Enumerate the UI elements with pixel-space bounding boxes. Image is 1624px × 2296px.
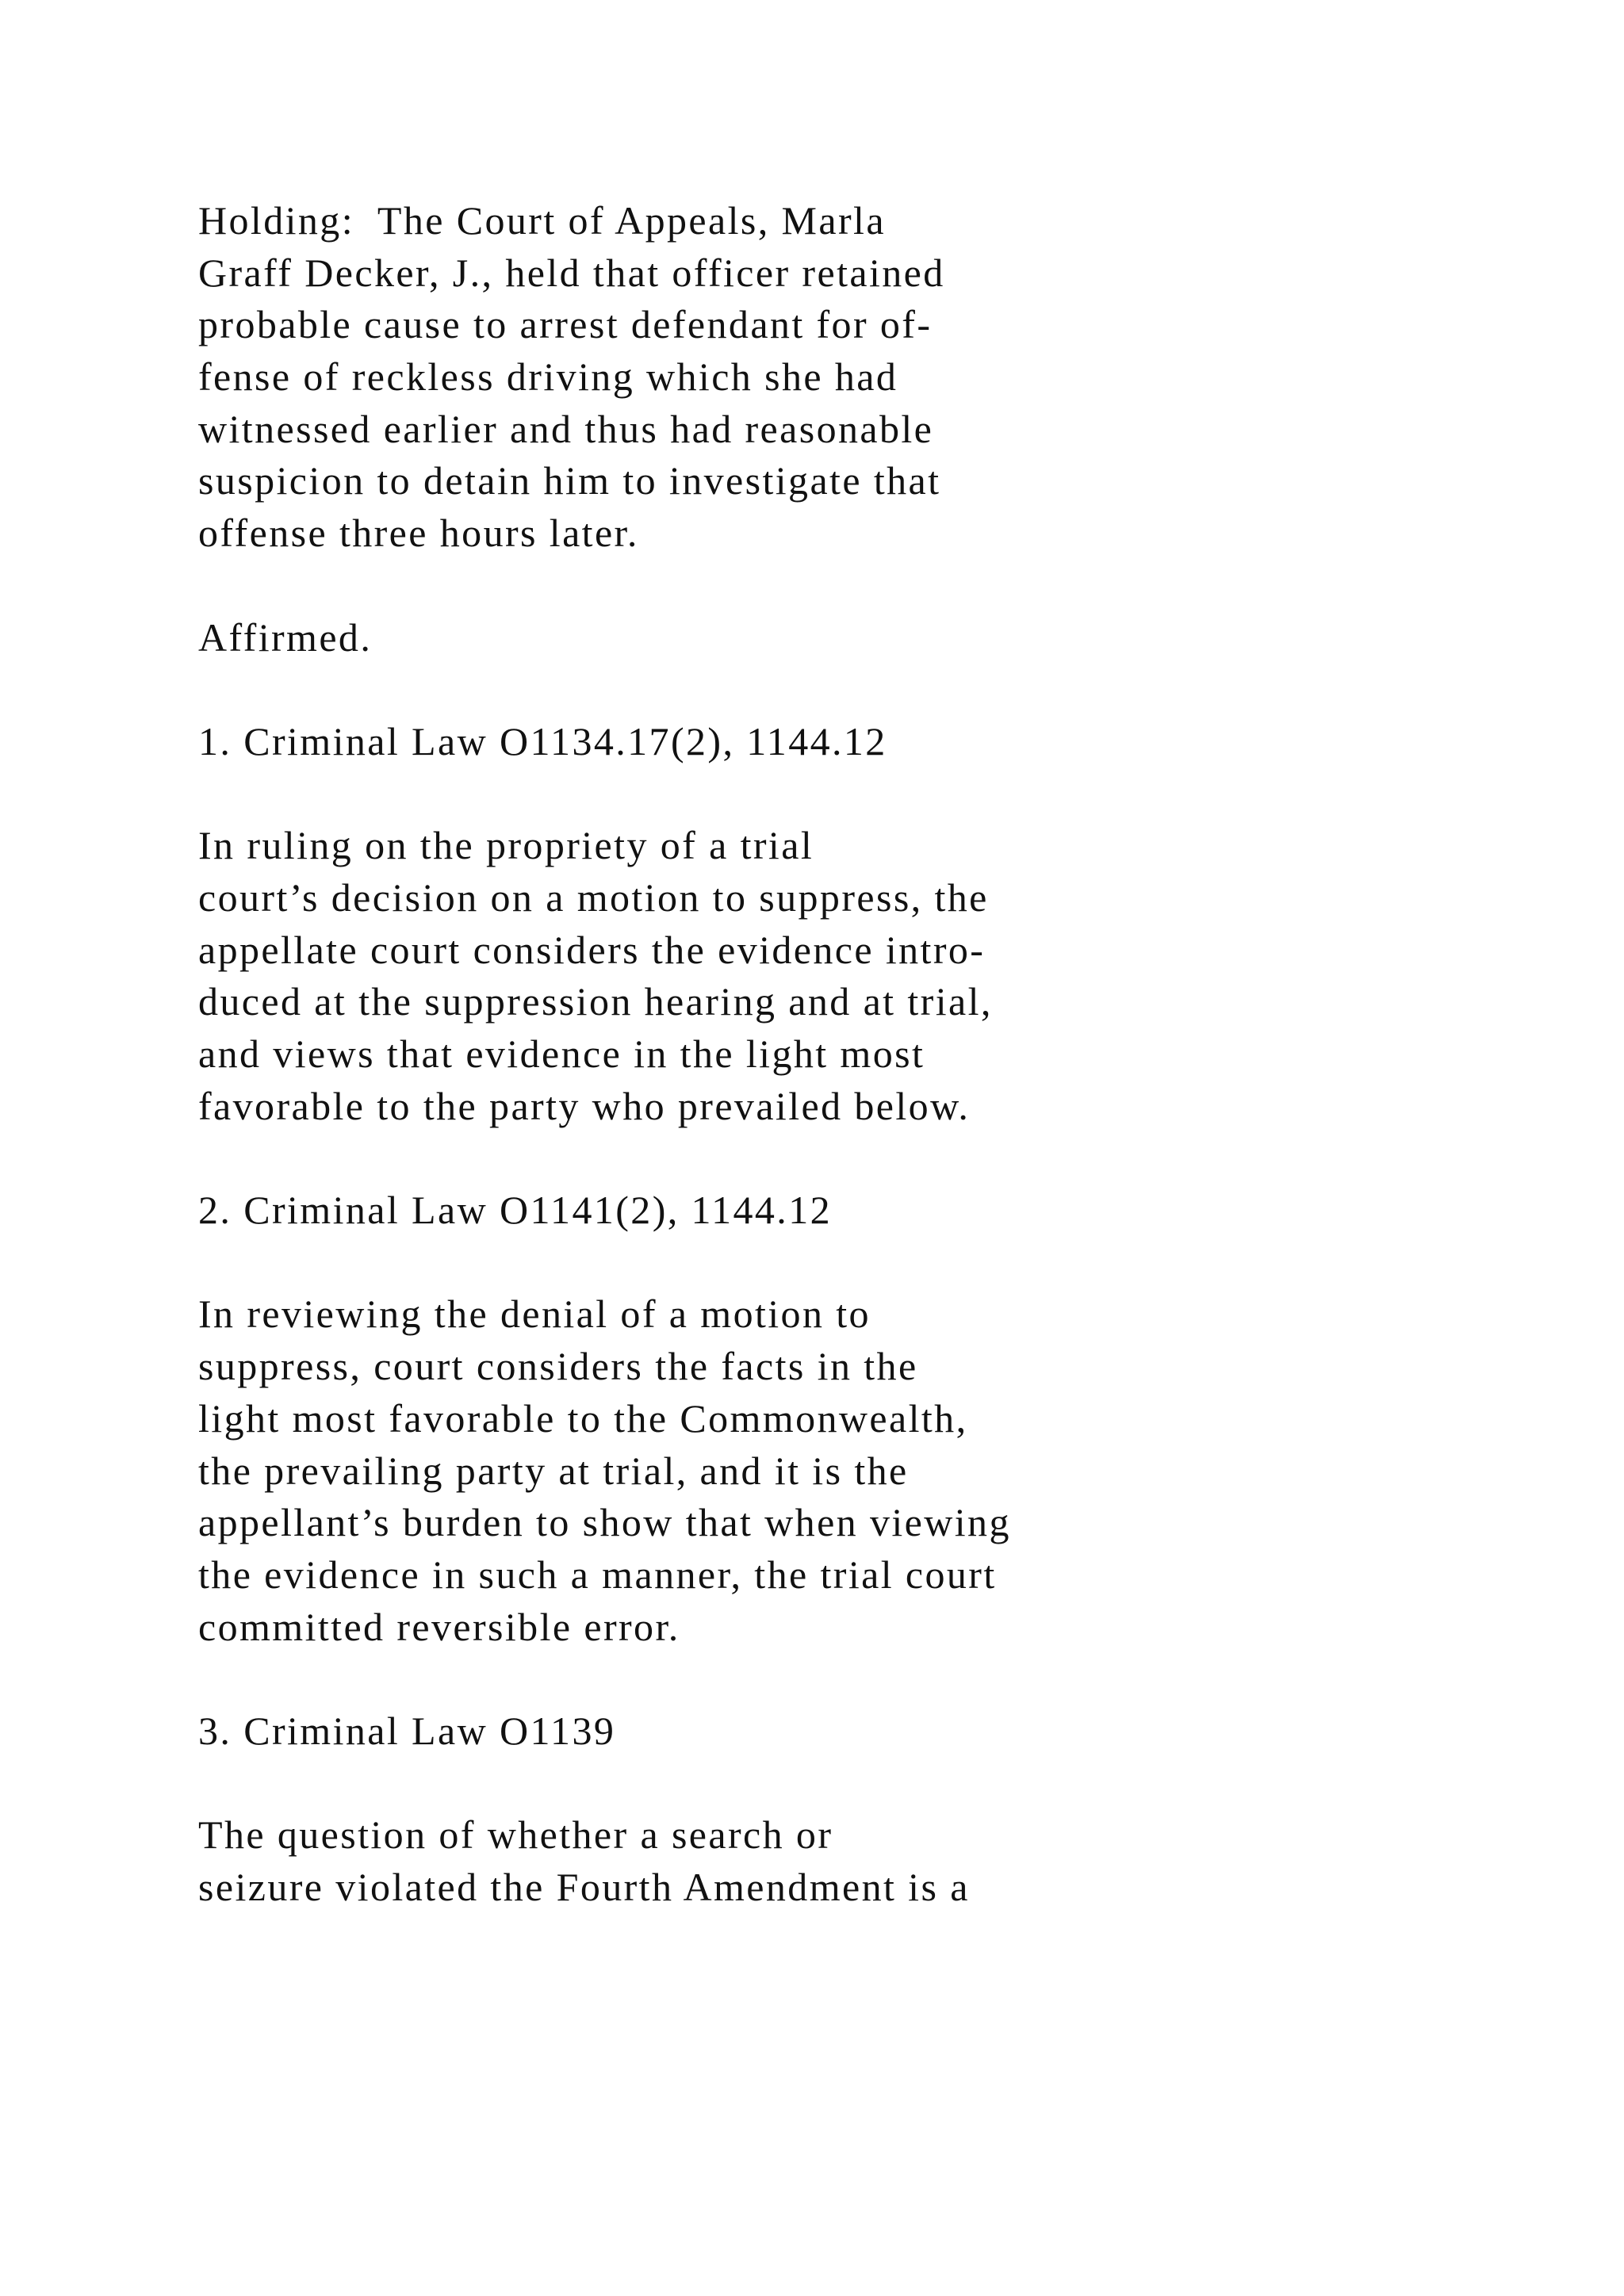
holding-line: probable cause to arrest defendant for of- — [198, 302, 933, 347]
headnote-heading: 3. Criminal Law O1139 — [198, 1708, 616, 1753]
holding-line: offense three hours later. — [198, 511, 639, 556]
paragraph-gap — [198, 1237, 1388, 1289]
headnote-heading: 1. Criminal Law O1134.17(2), 1144.12 — [198, 718, 887, 763]
headnote-line: appellate court considers the evidence intro- — [198, 927, 986, 972]
paragraph-gap — [198, 1653, 1388, 1705]
headnote — [198, 1705, 1388, 1914]
holding-line: witnessed earlier and thus had reasonable — [198, 406, 934, 451]
holding-line: suspicion to detain him to investigate that — [198, 458, 941, 503]
headnote-line: appellant’s burden to show that when viewing — [198, 1500, 1011, 1545]
headnote-line: The question of whether a search or — [198, 1812, 833, 1858]
headnote-line: and views that evidence in the light most — [198, 1031, 925, 1076]
paragraph-gap — [198, 768, 1388, 821]
paragraph-gap — [198, 664, 1388, 716]
headnote-line: In reviewing the denial of a motion to — [198, 1292, 871, 1337]
headnote-line: seizure violated the Fourth Amendment is a — [198, 1865, 970, 1909]
headnote-line: suppress, court considers the facts in the — [198, 1344, 918, 1389]
headnote-line: In ruling on the propriety of a trial — [198, 823, 814, 868]
headnote-line: favorable to the party who prevailed below. — [198, 1083, 971, 1128]
holding-line: Graff Decker, J., held that officer retained — [198, 250, 945, 295]
headnote-line: committed reversible error. — [198, 1604, 680, 1649]
holding-line: Holding: The Court of Appeals, Marla — [198, 198, 886, 243]
headnote-line: light most favorable to the Commonwealth, — [198, 1395, 968, 1441]
disposition: Affirmed. — [198, 614, 373, 660]
headnote — [198, 716, 1388, 1133]
holding-paragraph — [198, 195, 1388, 560]
paragraph-gap — [198, 1758, 1388, 1810]
headnote-line: the prevailing party at trial, and it is the — [198, 1448, 909, 1493]
paragraph-gap — [198, 1132, 1388, 1184]
headnote-heading: 2. Criminal Law O1141(2), 1144.12 — [198, 1188, 832, 1233]
paragraph-gap — [198, 560, 1388, 612]
holding-line: fense of reckless driving which she had — [198, 354, 898, 400]
headnote-line: duced at the suppression hearing and at trial, — [198, 979, 993, 1024]
document-body — [198, 195, 1388, 1914]
headnote-line: the evidence in such a manner, the trial court — [198, 1552, 997, 1597]
headnote — [198, 1184, 1388, 1653]
headnote-line: court’s decision on a motion to suppress, the — [198, 874, 989, 920]
